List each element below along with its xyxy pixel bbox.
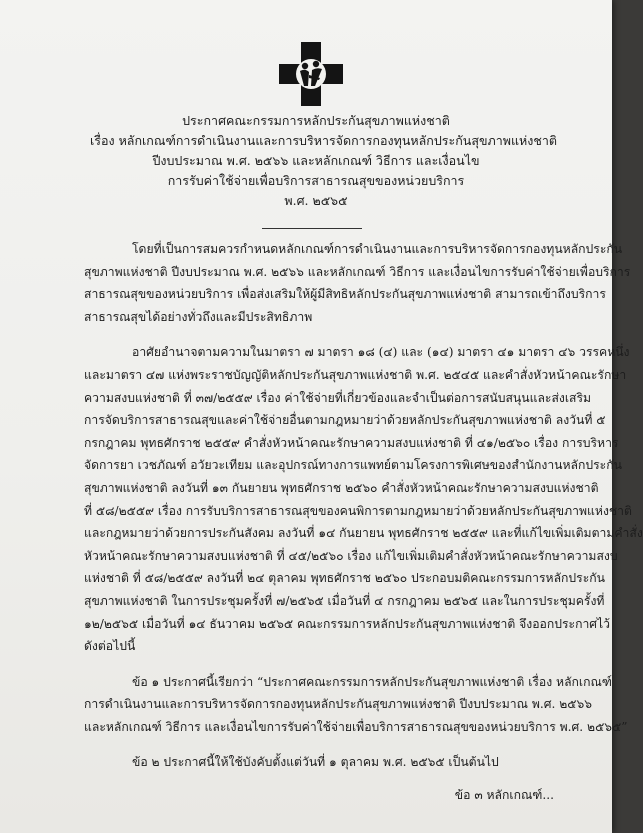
paragraph-gap bbox=[84, 738, 562, 751]
document-heading bbox=[90, 111, 558, 211]
paragraph-line: ความสงบแห่งชาติ ที่ ๓๗/๒๕๕๙ เรื่อง ค่าใช้จ่ายที่เกี่ยวข้องและจำเป็นต่อการสนับสนุนและส่งเสริม bbox=[84, 390, 592, 405]
paragraph-line: แห่งชาติ ที่ ๕๘/๒๕๕๙ ลงวันที่ ๒๔ ตุลาคม พุทธศักราช ๒๕๖๐ ประกอบมติคณะกรรมการหลักประกัน bbox=[84, 571, 605, 586]
paragraph-line: และหลักเกณฑ์ วิธีการ และเงื่อนไขการรับค่าใช้จ่ายเพื่อบริการสาธารณสุขของหน่วยบริการ พ.ศ. ๒๕๖๕” bbox=[84, 719, 628, 734]
nhso-cross-logo-icon bbox=[279, 42, 343, 106]
paragraph-line: สุขภาพแห่งชาติ ในการประชุมครั้งที่ ๗/๒๕๖๕ เมื่อวันที่ ๔ กรกฎาคม ๒๕๖๕ และในการประชุมครั้งที่ bbox=[84, 593, 605, 608]
paragraph-line: สาธารณสุขของหน่วยบริการ เพื่อส่งเสริมให้ผู้มีสิทธิหลักประกันสุขภาพแห่งชาติ สามารถเข้าถึงบริการ bbox=[84, 287, 606, 302]
paragraph-line: ๑๒/๒๕๖๕ เมื่อวันที่ ๑๔ ธันวาคม ๒๕๖๕ คณะกรรมการหลักประกันสุขภาพแห่งชาติ จึงออกประกาศไว้ bbox=[84, 616, 611, 631]
paragraph-line: การจัดบริการสาธารณสุขและค่าใช้จ่ายอื่นตามกฎหมายว่าด้วยหลักประกันสุขภาพแห่งชาติ ลงวันที่ ๕ bbox=[84, 413, 606, 428]
paragraph bbox=[84, 341, 643, 657]
paragraph-line: สุขภาพแห่งชาติ ลงวันที่ ๑๓ กันยายน พุทธศักราช ๒๕๖๐ คำสั่งหัวหน้าคณะรักษาความสงบแห่งชาติ bbox=[84, 480, 599, 495]
paragraph-line: และกฎหมายว่าด้วยการประกันสังคม ลงวันที่ ๑๔ กันยายน พุทธศักราช ๒๕๕๙ และที่แก้ไขเพิ่มเติมตามคำสั่ง bbox=[84, 526, 643, 541]
heading-line: การรับค่าใช้จ่ายเพื่อบริการสาธารณสุขของหน่วยบริการ bbox=[167, 173, 465, 188]
paragraph-line: จัดการยา เวชภัณฑ์ อวัยวะเทียม และอุปกรณ์ทางการแพทย์ตามโครงการพิเศษของสำนักงานหลักประกัน bbox=[84, 458, 622, 473]
paragraph-line: สาธารณสุขได้อย่างทั่วถึงและมีประสิทธิภาพ bbox=[84, 309, 313, 324]
paragraph-line: ข้อ ๒ ประกาศนี้ให้ใช้บังคับตั้งแต่วันที่ ๑ ตุลาคม พ.ศ. ๒๕๖๕ เป็นต้นไป bbox=[132, 755, 499, 770]
paragraph bbox=[84, 671, 628, 739]
paragraph-line: ข้อ ๑ ประกาศนี้เรียกว่า “ประกาศคณะกรรมการหลักประกันสุขภาพแห่งชาติ เรื่อง หลักเกณฑ์ bbox=[132, 674, 612, 689]
paragraph-line: และมาตรา ๔๗ แห่งพระราชบัญญัติหลักประกันสุขภาพแห่งชาติ พ.ศ. ๒๕๔๕ และคำสั่งหัวหน้าคณะรักษา bbox=[84, 367, 627, 382]
heading-divider bbox=[262, 228, 362, 229]
paragraph-line: โดยที่เป็นการสมควรกำหนดหลักเกณฑ์การดำเนินงานและการบริหารจัดการกองทุนหลักประกัน bbox=[132, 242, 623, 256]
continuation-note: ข้อ ๓ หลักเกณฑ์... bbox=[454, 788, 554, 802]
paragraph-line: กรกฎาคม พุทธศักราช ๒๕๕๙ คำสั่งหัวหน้าคณะรักษาความสงบแห่งชาติ ที่ ๔๑/๒๕๖๐ เรื่อง การบริหาร bbox=[84, 435, 619, 450]
paragraph-line: หัวหน้าคณะรักษาความสงบแห่งชาติ ที่ ๔๕/๒๕๖๐ เรื่อง แก้ไขเพิ่มเติมคำสั่งหัวหน้าคณะรักษาความสงบ bbox=[84, 548, 618, 563]
paragraph-line: ที่ ๕๘/๒๕๕๙ เรื่อง การรับบริการสาธารณสุขของคนพิการตามกฎหมายว่าด้วยหลักประกันสุขภาพแห่งชาติ bbox=[84, 503, 632, 518]
paragraph-line: การดำเนินงานและการบริหารจัดการกองทุนหลักประกันสุขภาพแห่งชาติ ปีงบประมาณ พ.ศ. ๒๕๖๖ bbox=[84, 697, 592, 712]
heading-line: พ.ศ. ๒๕๖๕ bbox=[284, 193, 348, 208]
paragraph-line: อาศัยอำนาจตามความในมาตรา ๗ มาตรา ๑๘ (๔) และ (๑๔) มาตรา ๔๑ มาตรา ๔๖ วรรคหนึ่ง bbox=[132, 345, 630, 360]
paragraph-gap bbox=[84, 328, 562, 341]
paragraph bbox=[84, 238, 631, 328]
paragraph-gap bbox=[84, 658, 562, 671]
heading-line: เรื่อง หลักเกณฑ์การดำเนินงานและการบริหารจัดการกองทุนหลักประกันสุขภาพแห่งชาติ bbox=[90, 133, 558, 148]
paragraph bbox=[84, 751, 562, 774]
heading-line: ประกาศคณะกรรมการหลักประกันสุขภาพแห่งชาติ bbox=[182, 113, 450, 128]
heading-line: ปีงบประมาณ พ.ศ. ๒๕๖๖ และหลักเกณฑ์ วิธีการ และเงื่อนไข bbox=[152, 153, 480, 168]
document-body bbox=[84, 238, 643, 774]
paragraph-line: ดังต่อไปนี้ bbox=[84, 639, 136, 654]
paragraph-line: สุขภาพแห่งชาติ ปีงบประมาณ พ.ศ. ๒๕๖๖ และหลักเกณฑ์ วิธีการ และเงื่อนไขการรับค่าใช้จ่ายเพื่อบริการ bbox=[84, 264, 631, 279]
